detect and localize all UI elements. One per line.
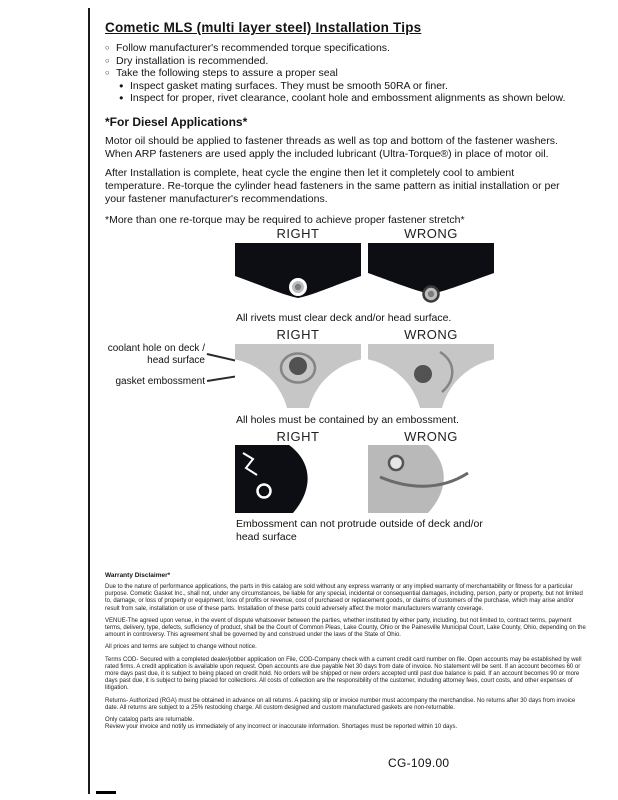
page-left-border (88, 8, 90, 794)
list-item (105, 42, 583, 55)
caption-holes: All holes must be contained by an embossment. (236, 414, 459, 426)
catalog-page-code: CG-109.00 (388, 756, 450, 770)
leader-line-coolant (207, 353, 239, 362)
list-item-text: Follow manufacturer's recommended torque specifications. (116, 42, 390, 54)
coolant-wrong-illustration (368, 344, 494, 408)
diagram-coolant-wrong (368, 344, 494, 408)
tips-list (105, 42, 583, 105)
list-item-text: Inspect for proper, rivet clearance, coolant hole and embossment alignments as shown below. (130, 92, 566, 104)
list-sub-item (105, 80, 583, 93)
embossment-wrong-illustration (368, 445, 494, 513)
list-item-text: Dry installation is recommended. (116, 54, 269, 67)
right-column-header: RIGHT (276, 226, 320, 241)
diagram-embossment-right (235, 445, 361, 513)
disclaimer-paragraph: VENUE-The agreed upon venue, in the event of dispute whatsoever between the parties, whether instituted by either party, including, but not limited to, contract terms, payment terms, delivery, type, defects, sufficiency of product, shall be the Court of Common Pleas, Lake County, Ohio or the Painesville Municipal Court, Lake County, Ohio, depending on the amount in controversy. This agreement shall be governed by and construed under the laws of the State of Ohio. (105, 617, 586, 639)
caption-rivets: All rivets must clear deck and/or head surface. (236, 312, 452, 324)
rivet-right-illustration (235, 243, 361, 305)
diagram-embossment-wrong (368, 445, 494, 513)
disclaimer-paragraph: Due to the nature of performance applications, the parts in this catalog are sold without any express warranty or any implied warranty of merchantability or fitness for a particular purpose. Cometic Gasket Inc., shall not, under any circumstances, be liable for any special, incidental or consequential damages, including, person, party or property, but not limited to, damage, or loss of property or equipment, loss of profits or revenue, cost of purchased or replacement goods, or claims of customers of the purchase, which may arise and/or result from sale, installation or use of these parts. Installation of these parts could adversely affect the motor manufacturers warranty coverage. (105, 584, 583, 612)
wrong-column-header: WRONG (404, 429, 458, 444)
rivet-wrong-illustration (368, 243, 494, 305)
head-section (105, 20, 583, 227)
disclaimer-paragraph: All prices and terms are subject to change without notice. (105, 644, 257, 651)
wrong-column-header: WRONG (404, 327, 458, 342)
warranty-disclaimer-section (105, 572, 589, 736)
diagram-rivet-wrong (368, 243, 494, 305)
diagram-coolant-right (235, 344, 361, 408)
diesel-applications-heading: *For Diesel Applications* (105, 114, 248, 129)
diagram-rivet-right (235, 243, 361, 305)
coolant-hole-label: coolant hole on deck / head surface (107, 343, 205, 366)
right-column-header: RIGHT (276, 429, 320, 444)
disclaimer-paragraph: Only catalog parts are returnable. (105, 717, 195, 724)
gasket-embossment-label: gasket embossment (115, 376, 205, 387)
warranty-disclaimer-heading: Warranty Disclaimer* (105, 572, 171, 579)
scan-mark (96, 791, 116, 794)
disclaimer-paragraph: Returns- Authorized (RGA) must be obtained in advance on all returns. A packing slip or invoice number must accompany the merchandise. No returns after 30 days from invoice date. All returns are subject to a 25% restocking charge. All custom designed and custom manufactured gaskets are non-returnable. (105, 697, 576, 711)
page-title: Cometic MLS (multi layer steel) Installation Tips (105, 20, 422, 35)
right-column-header: RIGHT (276, 327, 320, 342)
retorque-note: *More than one re-torque may be required to achieve proper fastener stretch* (105, 213, 465, 226)
list-item-text: Inspect gasket mating surfaces. They must be smooth 50RA or finer. (130, 79, 448, 92)
list-item (105, 55, 583, 68)
coolant-right-illustration (235, 344, 361, 408)
diesel-paragraph-1: Motor oil should be applied to fastener threads as well as top and bottom of the fastener washers. When ARP fasteners are used apply the included lubricant (Ultra-Torque®) in place of motor oil. (105, 134, 558, 160)
disclaimer-paragraph: Terms COD- Secured with a completed dealer/jobber application on File, COD-Company check with a current credit card number on file. Open accounts may be established by well rated firms. A credit application is available upon request. Open accounts are due payable Net 30 days from date of invoice. No statement will be sent. If an account becomes 60 or more days past due, it is subject to being placed on credit hold. No orders will be shipped or new orders accepted until past due balance is paid. If an account becomes 90 or more days past due, it is subject to being placed for collections. All costs of collection are the responsibility of the customer, including attorney fees, court costs, and other expenses of litigation. (105, 656, 582, 692)
diesel-paragraph-2: After Installation is complete, heat cycle the engine then let it completely cool to ambient temperature. Re-torque the cylinder head fasteners in the same pattern as initial installation or per your fastener manufacturer's recommendations. (105, 166, 560, 205)
list-sub-item (105, 92, 583, 105)
embossment-right-illustration (235, 445, 361, 513)
caption-embossment: Embossment can not protrude outside of deck and/or head surface (236, 518, 483, 543)
diagram-section (105, 224, 583, 558)
list-item-text: Take the following steps to assure a proper seal (116, 67, 338, 79)
list-item (105, 67, 583, 80)
wrong-column-header: WRONG (404, 226, 458, 241)
disclaimer-paragraph: Review your invoice and notify us immediately of any incorrect or inaccurate information. Shortages must be reported within 10 days. (105, 724, 458, 731)
